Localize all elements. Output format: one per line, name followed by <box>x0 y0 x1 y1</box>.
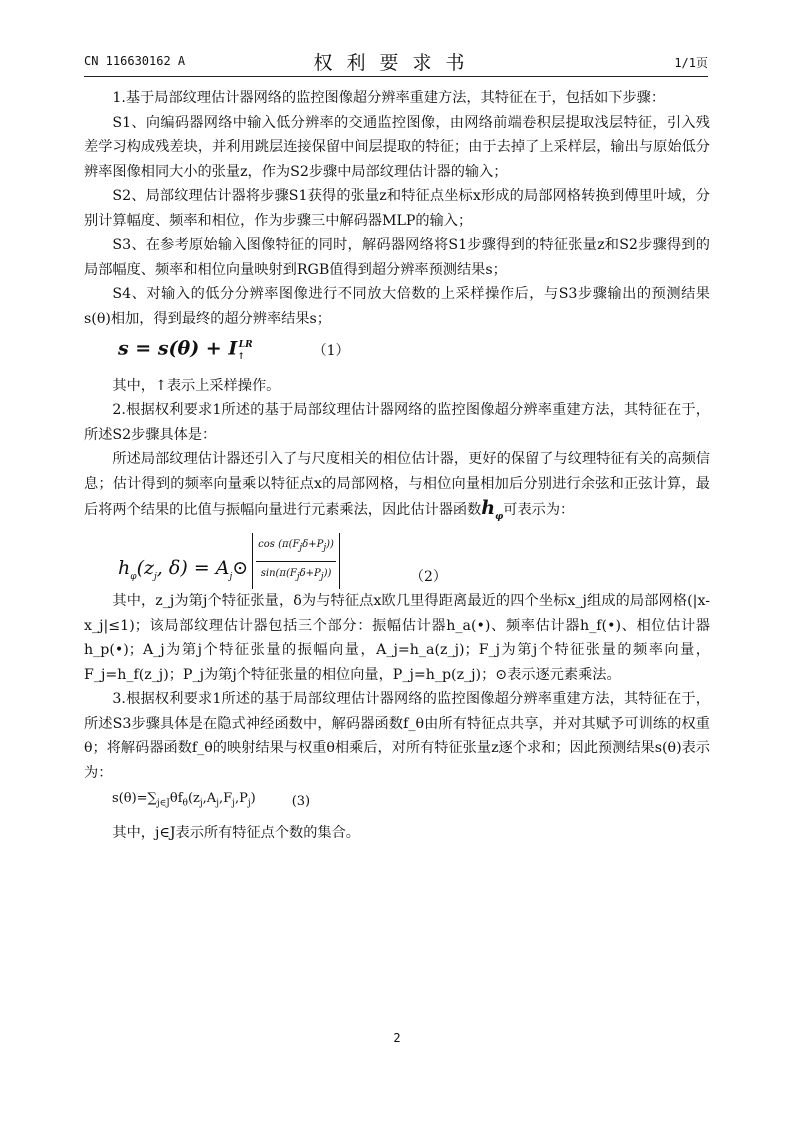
claim-1-note: 其中，↑表示上采样操作。 <box>112 377 281 394</box>
claim-1-step-s4: S4、对输入的低分分辨率图像进行不同放大倍数的上采样操作后，与S3步骤输出的预测结果s(θ)相加，得到最终的超分辨率结果s； <box>84 286 710 327</box>
claim-1-intro: 1.基于局部纹理估计器网络的监控图像超分辨率重建方法，其特征在于，包括如下步骤： <box>112 90 666 106</box>
equation-2 <box>84 533 710 589</box>
document-number: CN 116630162 A <box>84 54 186 68</box>
claim-1-step-s2: S2、局部纹理估计器将步骤S1获得的张量z和特征点坐标x形成的局部网格转换到傅里叶域，分别计算幅度、频率和相位，作为步骤三中解码器MLP的输入； <box>84 188 710 229</box>
claims-body <box>84 86 710 845</box>
claim-1-step-s3: S3、在参考原始输入图像特征的同时，解码器网络将S1步骤得到的特征张量z和S2步骤得到的局部幅度、频率和相位向量映射到RGB值得到超分辨率预测结果s； <box>84 237 710 278</box>
equation-2-numerator: $\cos (\pi(F_j\delta+P_j))$ <box>256 533 336 562</box>
claim-2-where: 其中，z_j为第j个特征张量，δ为与特征点x欧几里得距离最近的四个坐标x_j组成的局部网格(|x-x_j|≤1)；该局部纹理估计器包括三个部分：振幅估计器h_a(•)、频率估计器h_f(•)、相位估计器h_p(•)；A_j为第j个特征张量的振幅向量，A_j=h_a(z_j)；F_j为第j个特征张量的频率向量，F_j=h_f(z_j)；P_j为第j个特征张量的相位向量，P_j=h_p(z_j)；⊙表示逐元素乘法。 <box>84 593 710 683</box>
page-number: 2 <box>393 1031 401 1045</box>
claim-2-body-b: 可表示为： <box>503 502 575 519</box>
equation-1 <box>84 333 710 370</box>
equation-3-formula: $s(\theta)=\sum_{j\in J}\theta f_\theta(z_j,A_j,F_j,P_j)$ <box>112 791 256 810</box>
claim-3-intro: 3.根据权利要求1所述的基于局部纹理估计器网络的监控图像超分辨率重建方法，其特征在于，所述S3步骤具体是在隐式神经函数中，解码器函数f_θ由所有特征点共享，并对其赋予可训练的权重θ；将解码器函数f_θ的映射结果与权重θ相乘后，对所有特征张量z逐个求和；因此预测结果s(θ)表示为： <box>84 691 710 781</box>
claim-2-body <box>84 447 710 529</box>
claim-2-intro: 2.根据权利要求1所述的基于局部纹理估计器网络的监控图像超分辨率重建方法，其特征在于，所述S2步骤具体是： <box>84 402 710 443</box>
equation-2-formula: $h_\varphi(z_j$, $\delta) = A_j⊙$ <box>118 557 249 582</box>
header-rule <box>84 76 708 77</box>
equation-3-number: (3) <box>291 793 311 809</box>
page-header <box>84 48 708 76</box>
equation-3 <box>84 787 710 816</box>
h-phi-symbol: $h_\varphi$ <box>481 497 504 522</box>
equation-1-number: （1） <box>312 343 350 360</box>
equation-2-fraction <box>252 533 340 589</box>
claim-3-note: 其中，j∈J表示所有特征点个数的集合。 <box>112 824 360 841</box>
claim-2-body-a: 所述局部纹理估计器还引入了与尺度相关的相位估计器，更好的保留了与纹理特征有关的高频信息；估计得到的频率向量乘以特征点x的局部网格，与相位向量相加后分别进行余弦和正弦计算，最后将两个结果的比值与振幅向量进行元素乘法，因此估计器函数 <box>84 451 710 519</box>
equation-2-denominator: $\sin(\pi(F_j\delta+P_j))$ <box>260 567 332 582</box>
equation-2-number: （2） <box>409 568 447 585</box>
equation-1-formula: $s = s(\theta) + I_↑^{LR}$ <box>118 337 253 363</box>
page-title: 权利要求书 <box>313 52 479 74</box>
claim-1-step-s1: S1、向编码器网络中输入低分辨率的交通监控图像，由网络前端卷积层提取浅层特征，引入残差学习构成残差块，并利用跳层连接保留中间层提取的特征；由于去掉了上采样层，输出与原始低分辨率图像相同大小的张量z，作为S2步骤中局部纹理估计器的输入； <box>84 114 710 180</box>
page-indicator: 1/1页 <box>674 56 708 70</box>
